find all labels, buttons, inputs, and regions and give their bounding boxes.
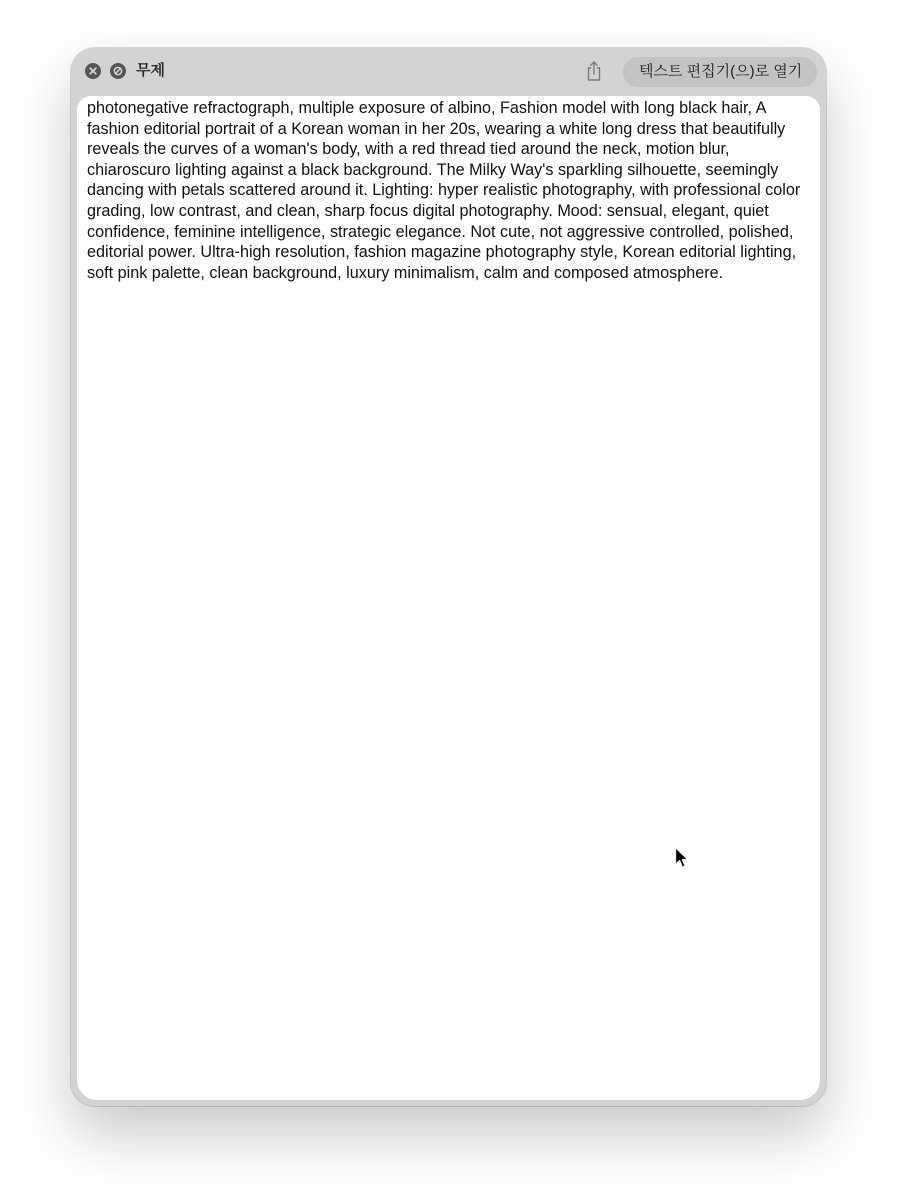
share-button[interactable]	[585, 60, 603, 82]
open-with-text-editor-button[interactable]: 텍스트 편집기(으)로 열기	[623, 57, 817, 87]
block-icon	[110, 63, 126, 79]
close-icon	[85, 63, 101, 79]
document-content[interactable]	[77, 96, 820, 1100]
block-button[interactable]	[110, 63, 126, 79]
quick-look-window	[71, 48, 826, 1106]
title-bar	[71, 48, 826, 96]
mouse-pointer-icon	[674, 846, 690, 870]
window-title: 무제	[136, 62, 165, 79]
share-icon	[585, 60, 603, 82]
close-button[interactable]	[85, 63, 101, 79]
document-text[interactable]: photonegative refractograph, multiple exposure of albino, Fashion model with long black hair, A fashion editorial portrait of a Korean woman in her 20s, wearing a white long dress that beautifully reveals the curves of a woman's body, with a red thread tied around the neck, motion blur, chiaroscuro lighting against a black background. The Milky Way's sparkling silhouette, seemingly dancing with petals scattered around it. Lighting: hyper realistic photography, with professional color grading, low contrast, and clean, sharp focus digital photography. Mood: sensual, elegant, quiet confidence, feminine intelligence, strategic elegance. Not cute, not aggressive controlled, polished, editorial power. Ultra-high resolution, fashion magazine photography style, Korean editorial lighting, soft pink palette, clean background, luxury minimalism, calm and composed atmosphere.	[87, 99, 801, 282]
